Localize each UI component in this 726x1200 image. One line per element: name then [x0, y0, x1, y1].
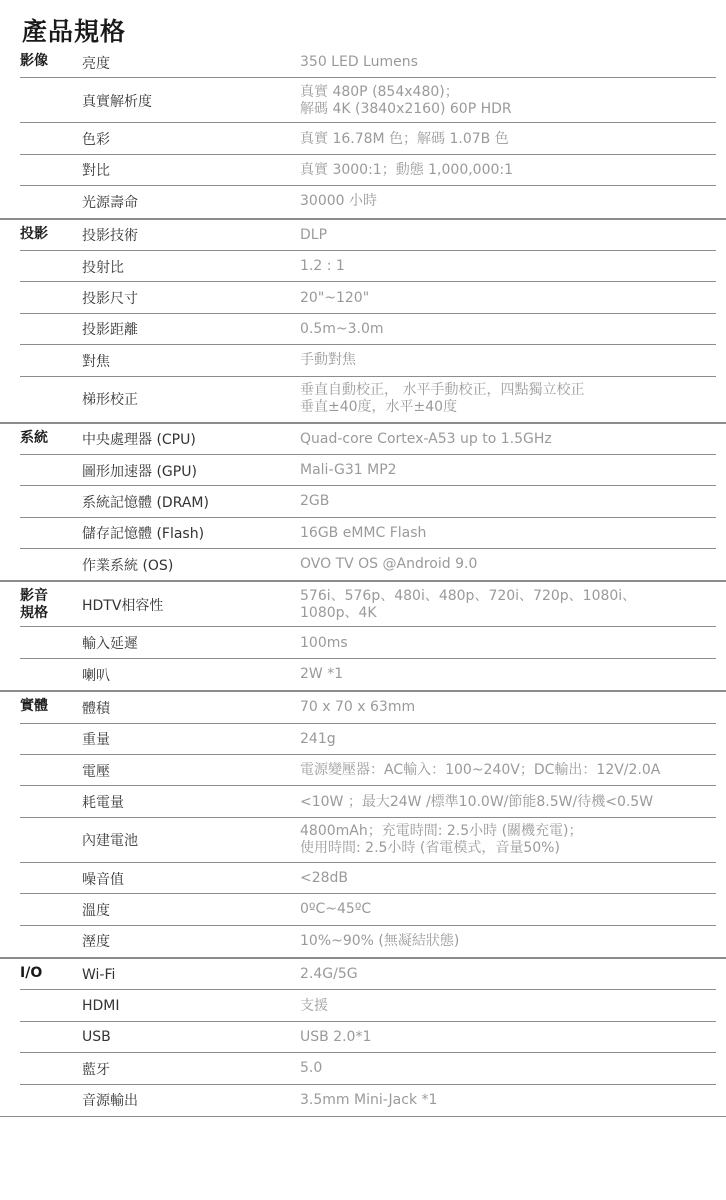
- spec-value: [300, 926, 718, 957]
- spec-label: 藍牙: [82, 1061, 110, 1078]
- spec-value-line: 2GB: [300, 493, 330, 510]
- spec-row: [0, 990, 726, 1021]
- spec-value: [300, 959, 718, 990]
- spec-label: 噪音值: [82, 871, 124, 888]
- spec-label: 中央處理器 (CPU): [82, 432, 196, 449]
- spec-value-line: 10%~90% (無凝結狀態): [300, 932, 460, 949]
- spec-row: [0, 926, 726, 958]
- spec-label: 輸入延遲: [82, 636, 138, 653]
- spec-row: [0, 518, 726, 549]
- spec-row: [0, 627, 726, 658]
- spec-value-line: 576i、576p、480i、480p、720i、720p、1080i、: [300, 587, 637, 604]
- spec-row: [0, 345, 726, 376]
- spec-label: HDTV相容性: [82, 597, 164, 614]
- spec-value: [300, 78, 718, 123]
- spec-value-line: 5.0: [300, 1060, 323, 1077]
- spec-value-line: 30000 小時: [300, 193, 377, 210]
- spec-value-line: OVO TV OS @Android 9.0: [300, 556, 478, 573]
- spec-label: 儲存記憶體 (Flash): [82, 526, 205, 543]
- spec-value: [300, 186, 718, 217]
- spec-row: [0, 314, 726, 345]
- spec-row: [0, 123, 726, 154]
- spec-value: [300, 345, 718, 376]
- spec-value: [300, 123, 718, 154]
- spec-label: 真實解析度: [82, 93, 152, 110]
- spec-label: 梯形校正: [82, 392, 138, 409]
- category-label-line: 規格: [20, 605, 48, 622]
- spec-value: [300, 47, 718, 78]
- spec-row: [0, 455, 726, 486]
- page-title: 產品規格: [22, 17, 127, 46]
- spec-value: [300, 455, 718, 486]
- spec-label: 溼度: [82, 934, 110, 951]
- spec-row: [0, 219, 726, 251]
- spec-value: [300, 518, 718, 549]
- spec-row: [0, 78, 726, 123]
- spec-value: [300, 282, 718, 313]
- spec-label: 投影尺寸: [82, 291, 138, 308]
- spec-value: [300, 659, 718, 690]
- spec-value-line: 1080p、4K: [300, 604, 377, 621]
- spec-value: [300, 1022, 718, 1053]
- spec-label: 喇叭: [82, 667, 110, 684]
- spec-value-line: 2.4G/5G: [300, 966, 358, 983]
- spec-label: 溫度: [82, 902, 110, 919]
- spec-value-line: Mali-G31 MP2: [300, 462, 397, 479]
- spec-value-line: USB 2.0*1: [300, 1028, 372, 1045]
- spec-row: [0, 894, 726, 925]
- spec-value-line: <28dB: [300, 870, 349, 886]
- spec-label: 作業系統 (OS): [82, 557, 174, 574]
- spec-value-line: 1.2 : 1: [300, 258, 345, 275]
- spec-row: [0, 1085, 726, 1117]
- spec-row: [0, 818, 726, 863]
- spec-label: 投射比: [82, 259, 124, 276]
- spec-label: 圖形加速器 (GPU): [82, 463, 197, 480]
- spec-value-line: 真實 16.78M 色；解碼 1.07B 色: [300, 130, 509, 147]
- spec-value: [300, 818, 718, 863]
- spec-value: [300, 1053, 718, 1084]
- spec-row: [0, 581, 726, 627]
- spec-value: [300, 1085, 718, 1116]
- spec-value-line: 0.5m~3.0m: [300, 320, 384, 337]
- spec-row: [0, 486, 726, 517]
- spec-value-line: Quad-core Cortex-A53 up to 1.5GHz: [300, 430, 552, 447]
- spec-row: [0, 282, 726, 313]
- spec-value-line: <10W ；最大24W /標準10.0W/節能8.5W/待機<0.5W: [300, 793, 654, 810]
- spec-value: [300, 627, 718, 658]
- spec-label: 電壓: [82, 763, 110, 780]
- spec-row: [0, 1053, 726, 1084]
- spec-value: [300, 549, 718, 580]
- category-label: [20, 588, 70, 622]
- spec-label: 光源壽命: [82, 194, 138, 211]
- spec-value-line: 2W *1: [300, 666, 344, 683]
- spec-row: [0, 863, 726, 894]
- spec-label: 亮度: [82, 55, 110, 72]
- spec-row: [0, 958, 726, 990]
- spec-value: [300, 724, 718, 755]
- spec-value-line: 4800mAh；充電時間: 2.5小時 (關機充電)；: [300, 823, 583, 840]
- spec-row: [0, 423, 726, 455]
- spec-row: [0, 755, 726, 786]
- spec-value: [300, 692, 718, 723]
- spec-value: [300, 377, 718, 422]
- spec-value: [300, 582, 718, 627]
- spec-value-line: 垂直±40度，水平±40度: [300, 399, 458, 416]
- spec-label: 對焦: [82, 353, 110, 370]
- spec-label: 對比: [82, 163, 110, 180]
- spec-value: [300, 155, 718, 186]
- spec-value-line: 支援: [300, 997, 328, 1014]
- spec-value-line: 350 LED Lumens: [300, 54, 418, 71]
- spec-label: HDMI: [82, 998, 120, 1015]
- spec-label: USB: [82, 1029, 111, 1046]
- spec-value: [300, 251, 718, 282]
- spec-label: 重量: [82, 732, 110, 749]
- spec-row: [0, 47, 726, 78]
- spec-value: [300, 786, 718, 817]
- spec-value-line: 使用時間: 2.5小時 (省電模式，音量50%): [300, 840, 560, 857]
- category-label: 投影: [20, 225, 48, 242]
- spec-value-line: 241g: [300, 730, 336, 747]
- spec-label: 色彩: [82, 132, 110, 149]
- spec-label: 體積: [82, 700, 110, 717]
- spec-row: [0, 251, 726, 282]
- spec-row: [0, 1022, 726, 1053]
- spec-label: 內建電池: [82, 833, 138, 850]
- spec-row: [0, 186, 726, 218]
- spec-label: 系統記憶體 (DRAM): [82, 494, 209, 511]
- spec-label: 投影技術: [82, 228, 138, 245]
- spec-row: [0, 786, 726, 817]
- spec-row: [0, 549, 726, 581]
- category-label-line: 影音: [20, 588, 48, 605]
- spec-value: [300, 863, 718, 894]
- spec-label: 耗電量: [82, 795, 124, 812]
- spec-value: [300, 755, 718, 786]
- spec-value-line: 電源變壓器：AC輸入：100~240V；DC輸出：12V/2.0A: [300, 762, 661, 779]
- spec-value-line: DLP: [300, 226, 328, 243]
- spec-value: [300, 220, 718, 251]
- spec-value: [300, 486, 718, 517]
- spec-value-line: 手動對焦: [300, 352, 356, 369]
- spec-value-line: 真實 480P (854x480)；: [300, 83, 459, 100]
- spec-row: [0, 724, 726, 755]
- spec-value-line: 100ms: [300, 634, 348, 651]
- spec-value-line: 16GB eMMC Flash: [300, 524, 427, 541]
- spec-label: 音源輸出: [82, 1093, 138, 1110]
- spec-value-line: 真實 3000:1；動態 1,000,000:1: [300, 161, 514, 178]
- spec-value-line: 70 x 70 x 63mm: [300, 699, 416, 716]
- spec-row: [0, 377, 726, 423]
- spec-value: [300, 894, 718, 925]
- spec-value: [300, 990, 718, 1021]
- category-label: 實體: [20, 698, 48, 715]
- spec-label: 投影距離: [82, 322, 138, 339]
- spec-value: [300, 424, 718, 455]
- spec-value-line: 0ºC~45ºC: [300, 901, 372, 918]
- spec-value-line: 20"~120": [300, 289, 370, 306]
- spec-row: [0, 659, 726, 691]
- category-label: 影像: [20, 53, 48, 69]
- spec-table: [0, 47, 726, 1117]
- spec-row: [0, 691, 726, 723]
- spec-value: [300, 314, 718, 345]
- spec-row: [0, 155, 726, 186]
- spec-value-line: 解碼 4K (3840x2160) 60P HDR: [300, 100, 512, 117]
- category-label: I/O: [20, 964, 43, 981]
- spec-value-line: 3.5mm Mini-Jack *1: [300, 1091, 438, 1108]
- category-label: 系統: [20, 429, 48, 446]
- spec-value-line: 垂直自動校正， 水平手動校正，四點獨立校正: [300, 382, 585, 399]
- spec-label: Wi-Fi: [82, 966, 116, 983]
